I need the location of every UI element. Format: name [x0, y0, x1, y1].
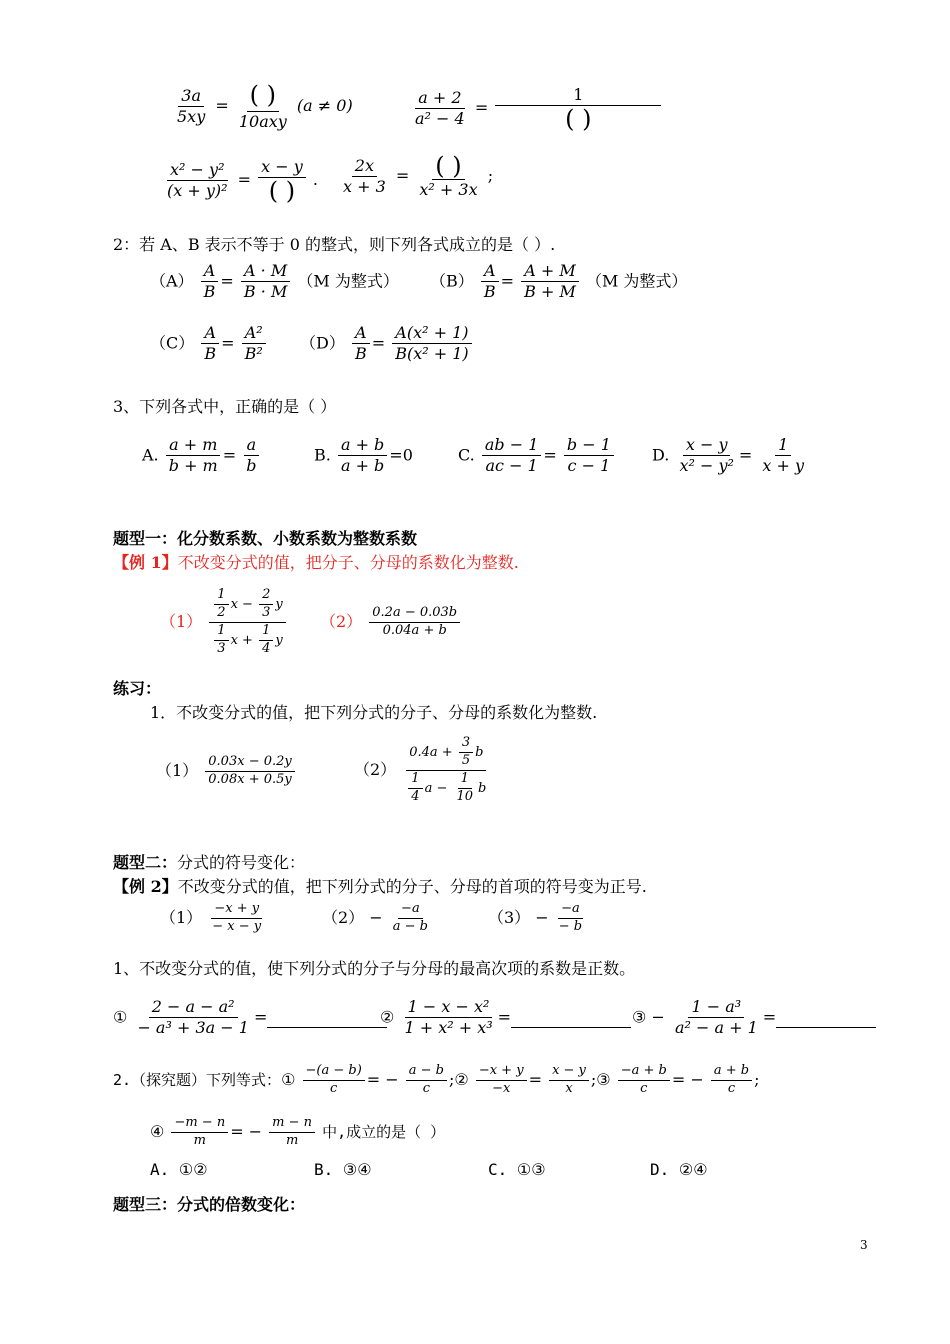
answer-blank[interactable]	[776, 1007, 876, 1028]
q3-option-d: D. $\frac{x - y}{\text{x² − y²}}$ = $\frac{1}{x + y}$	[652, 435, 805, 476]
top-eq-2: $\frac{a + 2}{\text{a² − 4}}$ = $\frac{1}{( )}$	[410, 86, 663, 131]
q2-stem: 2：若 A、B 表示不等于 0 的整式，则下列各式成立的是（ ）.	[113, 235, 556, 254]
page-number: 3	[860, 1238, 868, 1252]
answer-blank[interactable]	[267, 1007, 387, 1028]
example-1: 【例 1】不改变分式的值，把分子、分母的系数化为整数.	[113, 553, 519, 572]
type1-title: 题型一：化分数系数、小数系数为整数系数	[113, 529, 418, 548]
q3-option-a: A. $\frac{a + m}{b + m}$ = $\frac{a}{b}$	[142, 436, 261, 476]
example-2-item-3: （3） − $\frac{-a}{- b}$	[488, 901, 583, 934]
example-2: 【例 2】不改变分式的值，把下列分式的分子、分母的首项的符号变为正号.	[113, 877, 647, 896]
q2-option-d: （D） $\frac{A}{B}$ = $\frac{\text{A(x² + 1)}}{\text{B(x² + 1)}}$	[300, 324, 474, 364]
top-eq-3: $\frac{\text{x² − y²}}{\text{(x + y)²}}$ = $\frac{x - y}{( )}$ .	[167, 157, 318, 206]
example-1-item-2: （2） $\frac{0.2a - 0.03b}{0.04a + b}$	[320, 606, 462, 639]
q2-option-a: （A） $\frac{A}{B}$ = $\frac{A \cdot M}{B \cdot M}$ （M 为整式）	[150, 261, 399, 302]
practice-stem: 1．不改变分式的值，把下列分式的分子、分母的系数化为整数.	[150, 703, 598, 722]
answer-blank[interactable]	[511, 1007, 631, 1028]
top-eq-4: $\frac{2x}{x + 3}$ = $\frac{( )}{\text{x² + 3x}}$ ;	[343, 152, 494, 199]
top-eq-1: $\frac{3a}{5xy}$ = $\frac{( )}{\text{10axy}}$ (a ≠ 0)	[177, 81, 353, 131]
choice-c[interactable]: C. ①③	[488, 1160, 546, 1179]
q2-option-b: （B） $\frac{A}{B}$ = $\frac{A + M}{B + M}$ （M 为整式）	[430, 261, 688, 302]
example-2-item-2: （2） − $\frac{-a}{a - b}$	[322, 901, 428, 934]
type2-q2-line2: ④ $\frac{-m - n}{m}$ = − $\frac{m - n}{m}$ 中,成立的是（ ）	[150, 1115, 446, 1148]
type2-q1-stem: 1、不改变分式的值，使下列分式的分子与分母的最高次项的系数是正数。	[113, 959, 636, 978]
type2-q1-c: ③ − $\frac{\text{1 − a³}}{\text{a² − a + 1}}$ =	[632, 998, 876, 1038]
q3-option-c: C. $\frac{ab - 1}{ac - 1}$ = $\frac{b - 1}{c - 1}$	[458, 436, 616, 476]
type2-q2: 2.（探究题）下列等式：① $\frac{-(a - b)}{c}$ = − $\frac{a - b}{c}$ ;② $\frac{-x + y}{-x}$ = $\frac{x - y}{x}$ ;③ $\frac{-a + b}{c}$ = − $\frac{a + b}{c}$ ;	[113, 1063, 760, 1096]
type2-q1-a: ① $\frac{\text{2 − a − a²}}{\text{− a³ + 3a − 1}}$ =	[113, 998, 387, 1038]
type2-q1-b: ② $\frac{\text{1 − x − x²}}{\text{1 + x² + x³}}$ =	[380, 998, 631, 1038]
example-2-item-1: （1） $\frac{-x + y}{- x - y}$	[160, 901, 262, 934]
practice-item-1: （1） $\frac{0.03x - 0.2y}{0.08x + 0.5y}$	[156, 755, 297, 788]
choice-d[interactable]: D. ②④	[650, 1160, 708, 1179]
practice-item-2: （2） 0.4a + $\frac{3}{5}$ b $\frac{1}{4}$ a − $\frac{1}{10}$ b	[354, 735, 487, 804]
q3-option-b: B. $\frac{a + b}{a + b}$ =0	[314, 435, 413, 476]
type3-title: 题型三：分式的倍数变化：	[113, 1195, 306, 1214]
q2-option-c: （C） $\frac{A}{B}$ = $\frac{\text{A²}}{\text{B²}}$	[150, 324, 268, 364]
choice-a[interactable]: A. ①②	[150, 1160, 208, 1179]
q3-stem: 3、下列各式中，正确的是（ ）	[113, 397, 337, 416]
practice-title: 练习：	[113, 679, 162, 698]
choice-b[interactable]: B. ③④	[314, 1160, 372, 1179]
example-1-item-1: （1） $\frac{1}{2}$ x − $\frac{2}{3}$ y $\frac{1}{3}$ x + $\frac{1}{4}$ y	[160, 588, 288, 657]
type2-title: 题型二：分式的符号变化：	[113, 853, 306, 872]
